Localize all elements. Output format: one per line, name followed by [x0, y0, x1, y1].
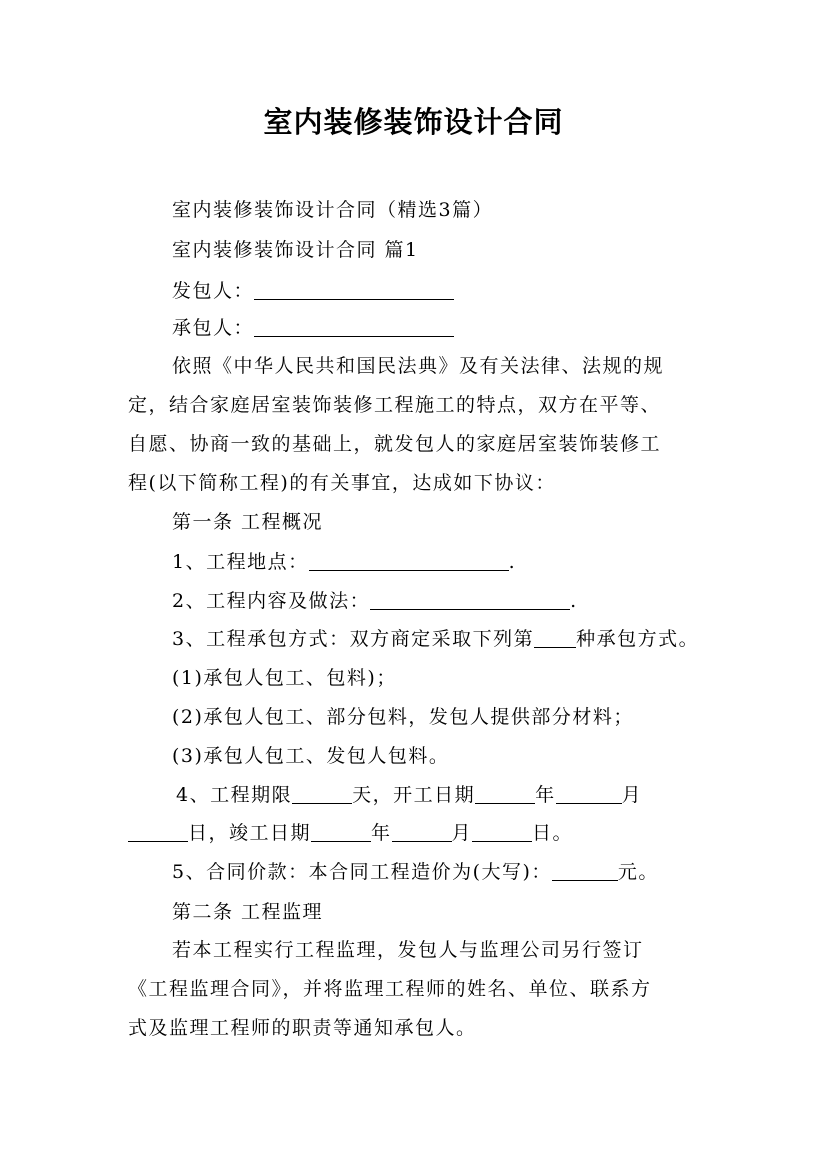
item2-label: 2、工程内容及做法： [172, 590, 371, 612]
item4-end-month-blank [392, 821, 452, 842]
item2-end: . [570, 590, 578, 612]
article2-line-3: 式及监理工程师的职责等通知承包人。 [128, 1017, 477, 1039]
article2-heading: 第二条 工程监理 [172, 901, 324, 923]
party-b-blank [254, 316, 454, 337]
party-a-line [172, 276, 454, 306]
item4-end-day-blank [472, 821, 532, 842]
document-subtitle: 室内装修装饰设计合同（精选3篇） [172, 199, 494, 221]
article2-line-1: 若本工程实行工程监理，发包人与监理公司另行签订 [172, 939, 644, 961]
article2-line-2: 《工程监理合同》，并将监理工程师的姓名、单位、联系方 [128, 978, 652, 1000]
item3-text-a: 3、工程承包方式：双方商定采取下列第 [172, 628, 535, 650]
item1-label: 1、工程地点： [172, 551, 309, 573]
item4-text-g: 月 [451, 822, 473, 844]
intro-line-3: 自愿、协商一致的基础上，就发包人的家庭居室装饰装修工 [128, 433, 662, 455]
item2-line [172, 586, 578, 616]
intro-line-1: 依照《中华人民共和国民法典》及有关法律、法规的规 [172, 355, 665, 377]
item4-start-day-blank [128, 821, 188, 842]
option2-line: (2)承包人包工、部分包料，发包人提供部分材料； [172, 706, 634, 728]
option3-line: (3)承包人包工、发包人包料。 [172, 745, 450, 767]
party-b-label: 承包人： [172, 317, 255, 339]
item3-blank [534, 627, 576, 648]
item4-line-1 [176, 780, 642, 810]
item4-days-blank [292, 783, 352, 804]
item1-end: . [508, 551, 517, 573]
item1-line [172, 547, 516, 577]
item4-line-2 [128, 818, 573, 848]
intro-line-2: 定，结合家庭居室装饰装修工程施工的特点，双方在平等、 [128, 394, 662, 416]
party-a-label: 发包人： [172, 280, 255, 302]
item4-text-c: 年 [535, 784, 556, 806]
item4-start-year-blank [475, 783, 535, 804]
item5-text-b: 元。 [617, 861, 659, 883]
item4-end-year-blank [311, 821, 371, 842]
item4-text-h: 日。 [532, 822, 574, 844]
document-title: 室内装修装饰设计合同 [263, 105, 564, 139]
item4-text-e: 日，竣工日期 [188, 822, 312, 844]
item4-text-b: 天，开工日期 [352, 784, 476, 806]
item3-text-b: 种承包方式。 [576, 628, 700, 650]
section-heading: 室内装修装饰设计合同 篇1 [172, 239, 419, 261]
item4-text-f: 年 [371, 822, 392, 844]
party-a-blank [254, 279, 454, 300]
article1-heading: 第一条 工程概况 [172, 511, 324, 533]
intro-line-4: 程(以下简称工程)的有关事宜，达成如下协议： [128, 472, 556, 494]
option1-line: (1)承包人包工、包料)； [172, 667, 397, 689]
item5-text-a: 5、合同价款：本合同工程造价为(大写)： [172, 861, 552, 883]
item1-blank [309, 550, 509, 571]
item5-blank [552, 860, 618, 881]
item2-blank [370, 589, 570, 610]
item3-line [172, 624, 699, 654]
item4-text-a: 4、工程期限 [176, 784, 293, 806]
item4-start-month-blank [556, 783, 622, 804]
item4-text-d: 月 [621, 784, 643, 806]
item5-line [172, 857, 659, 887]
party-b-line [172, 313, 454, 343]
